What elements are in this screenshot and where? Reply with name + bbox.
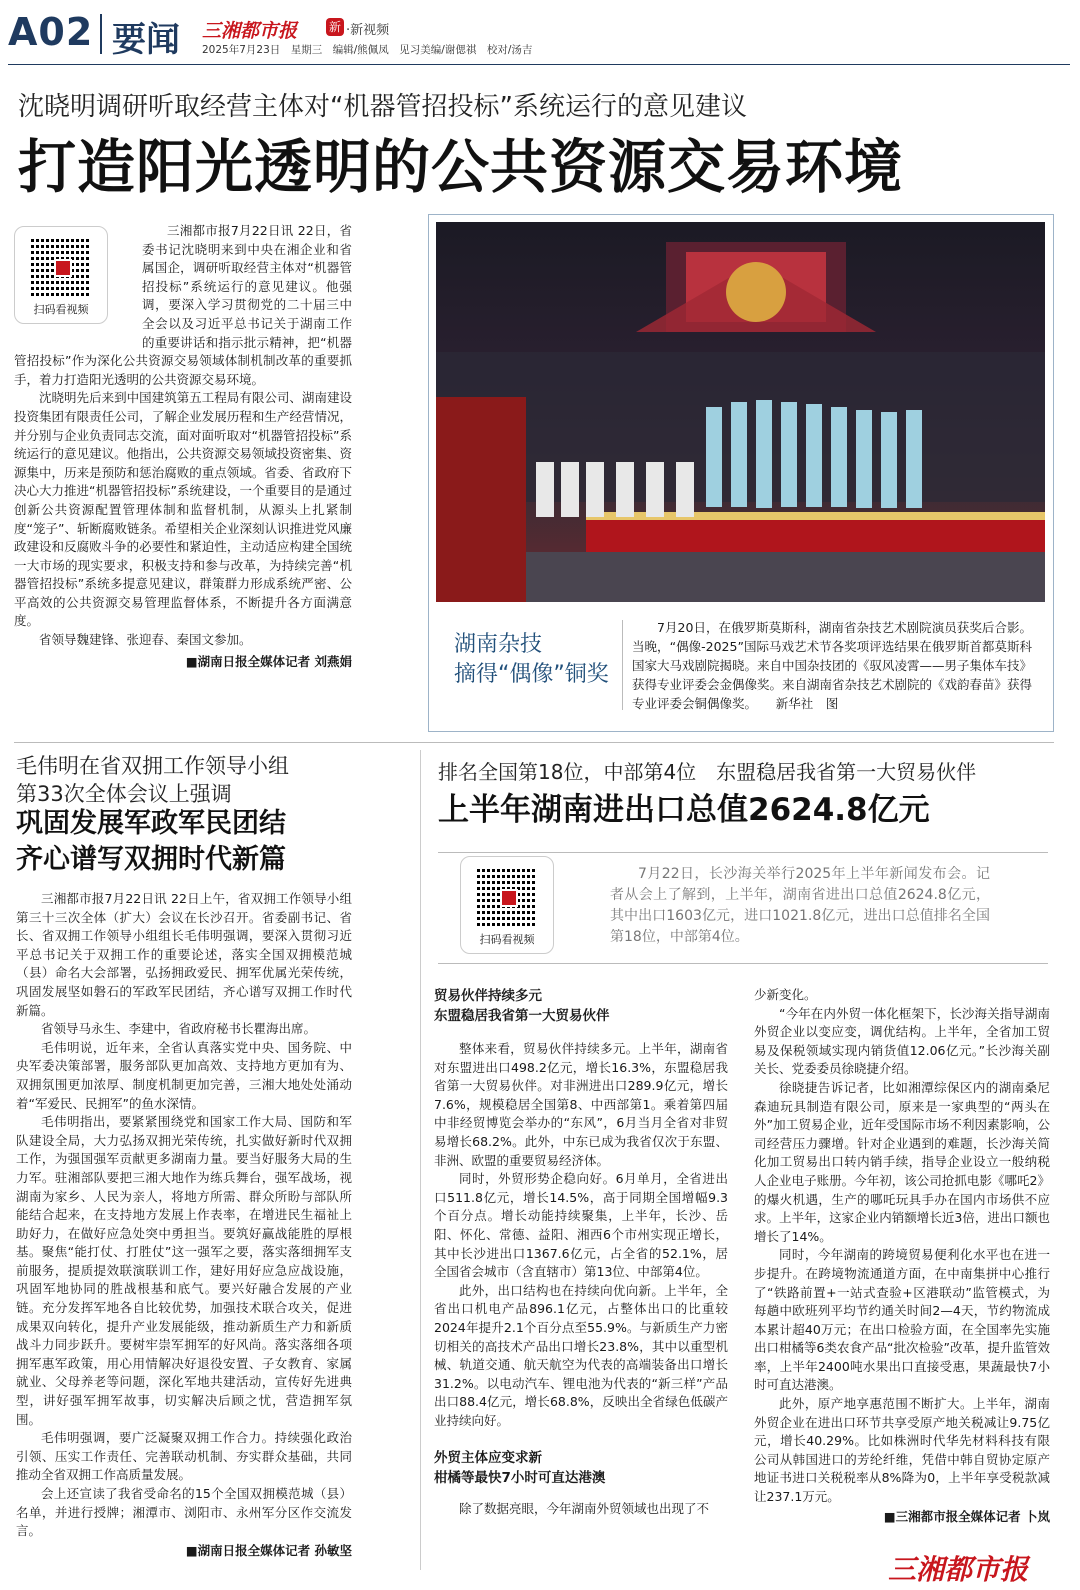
lead-para-1: 三湘都市报7月22日讯 22日，省委书记沈晓明来到中央在湘企业和省属国企，调研听取经营主体对“机器管招投标”系统运行的意见建议。他强调，要深入学习贯彻党的二十届三中全会以及习近平总书记关于湖南工作的重要讲话和指示批示精神，把“机器管招投标”作为深化公共资源交易领域体制机制改革的重要抓手，着力打造阳光透明的公共资源交易环境。 bbox=[14, 223, 352, 387]
qr-caption: 扫码看视频 bbox=[479, 933, 535, 946]
photo-title-line-2: 摘得“偶像”铜奖 bbox=[454, 662, 609, 687]
trade-col-1 bbox=[434, 986, 728, 1519]
trade-col2-para-1: 少新变化。 bbox=[754, 987, 817, 1002]
masthead-rule bbox=[8, 64, 1070, 65]
paper-logo: 三湘都市报 bbox=[202, 20, 298, 42]
mil-kicker-line-2: 第33次全体会议上强调 bbox=[16, 782, 232, 806]
masthead-meta: 2025年7月23日 星期三 编辑/熊佩凤 见习美编/谢偲祺 校对/汤吉 bbox=[202, 44, 533, 56]
photo-caption: 7月20日，在俄罗斯莫斯科，湖南省杂技艺术剧院演员获奖后合影。当晚，“偶像-2025”国际马戏艺术节各奖项评选结果在俄罗斯首都莫斯科国家大马戏剧院揭晓。来自中国杂技团的《驭风凌霄——男子集体车技》获得专业评委会金偶像奖。来自湖南省杂技艺术剧院的《戏韵春苗》获得专业评委会铜偶像奖。 新华社 图 bbox=[632, 620, 1033, 711]
mil-para-5: 毛伟明强调，要广泛凝聚双拥工作合力。持续强化政治引领、压实工作责任、完善联动机制、夯实群众基础，共同推动全省双拥工作高质量发展。 bbox=[16, 1430, 352, 1483]
lead-headline: 打造阳光透明的公共资源交易环境 bbox=[18, 133, 904, 201]
trade-col-2 bbox=[754, 986, 1050, 1525]
mil-para-4: 毛伟明指出，要紧紧围绕党和国家工作大局、国防和军队建设全局，大力弘扬双拥光荣传统，扎实做好新时代双拥工作，为强国强军贡献更多湖南力量。要当好服务大局的生力军。驻湘部队要把三湘大地作为练兵舞台，强军战场，视湖南为家乡、人民为亲人，将地方所需、群众所盼与部队所能结合起来，在支持地方发展上作表率，在增进民生福祉上助好力，在做好应急处突中勇担当。要筑好赢战能胜的厚根基。聚焦“能打仗、打胜仗”这一强军之要，落实落细拥军支前服务，提质提效联演联训工作，建好用好应急应战设施，巩固军地协同的胜战根基和底气。要兴好融合发展的产业链。充分发挥军地各自比较优势，加强技术联合攻关，促进成果双向转化，提升产业发展能级，推动新质生产力和新质战斗力同步跃升。要树牢崇军拥军的好风尚。落实落细各项拥军惠军政策，用心用情解决好退役安置、子女教育、家属就业、父母养老等问题，深化军地共建活动，宣传好先进典型，讲好强军拥军故事，切实解决后顾之忧，营造拥军氛围。 bbox=[16, 1114, 352, 1427]
mil-para-3: 毛伟明说，近年来，全省认真落实党中央、国务院、中央军委决策部署，服务部队更加高效、支持地方更加有为、双拥氛围更加浓厚、制度机制更加完善，三湘大地处处涌动着“军爱民、民拥军”的鱼水深情。 bbox=[16, 1039, 352, 1111]
section-name: 要闻 bbox=[112, 20, 180, 60]
photo-caption-divider bbox=[622, 620, 623, 710]
trade-col1-tail: 除了数据亮眼，今年湖南外贸领域也出现了不 bbox=[459, 1501, 710, 1517]
lead-para-3: 省领导魏建锋、张迎春、秦国文参加。 bbox=[39, 632, 252, 648]
trade-col2-para-5: 此外，原产地享惠范围不断扩大。上半年，湖南外贸企业在进出口环节共享受原产地关税减让9.75亿元，增长40.29%。比如株洲时代华先材料科技有限公司从韩国进口的芳纶纤维，凭借中韩自贸协定原产地证书进口关税税率从8%降为0，上半年享受税款减让237.1万元。 bbox=[754, 1396, 1050, 1505]
mil-byline: ■湖南日报全媒体记者 孙敏坚 bbox=[185, 1542, 352, 1558]
trade-col2-para-3: 徐晓捷告诉记者，比如湘潭综保区内的湖南桑尼森迪玩具制造有限公司，原来是一家典型的“两头在外”加工贸易企业，近年受国际市场不利因素影响，公司经营压力骤增。针对企业遇到的难题，长沙海关简化加工贸易出口转内销手续，指导企业设立一般纳税人企业电子账册。今年初，该公司抢抓电影《哪吒2》的爆火机遇，生产的哪吒玩具手办在国内市场供不应求。上半年，这家企业内销额增长近3倍，进出口额也增长了14%。 bbox=[754, 1079, 1050, 1244]
trade-subhead-1 bbox=[434, 986, 728, 1026]
trade-headline: 上半年湖南进出口总值2624.8亿元 bbox=[438, 792, 930, 828]
acrobatics-photo bbox=[436, 222, 1045, 602]
photo-scene bbox=[436, 222, 1045, 602]
trade-qr-box[interactable] bbox=[460, 856, 554, 954]
mil-headline-line-1: 巩固发展军政军民团结 bbox=[16, 808, 286, 839]
mil-para-1: 三湘都市报7月22日讯 22日上午，省双拥工作领导小组第三十三次全体（扩大）会议在长沙召开。省委副书记、省长、省双拥工作领导小组组长毛伟明强调，要深入贯彻习近平总书记关于双拥工作的重要论述，落实全国双拥模范城（县）命名大会部署，弘扬拥政爱民、拥军优属光荣传统，巩固发展坚如磐石的军政军民团结，齐心谱写双拥工作时代新篇。 bbox=[16, 891, 352, 1018]
qr-code-icon[interactable] bbox=[476, 865, 538, 927]
trade-subhead-2-line-2: 柑橘等最快7小时可直达港澳 bbox=[434, 1470, 606, 1487]
mil-kicker-line-1: 毛伟明在省双拥工作领导小组 bbox=[16, 754, 289, 778]
trade-byline: ■三湘都市报全媒体记者 卜岚 bbox=[883, 1508, 1050, 1524]
trade-col2-para-2: “今年在内外贸一体化框架下，长沙海关指导湖南外贸企业以变应变，调优结构。上半年，全省加工贸易及保税领域实现内销货值12.06亿元。”长沙海关副关长、党委委员徐晓捷介绍。 bbox=[754, 1005, 1050, 1077]
trade-col1-para-2: 同时，外贸形势企稳向好。6月单月，全省进出口511.8亿元，增长14.5%，高于同期全国增幅9.3个百分点。增长动能持续聚集，上半年，长沙、岳阳、怀化、常德、益阳、湘西6个市州实现正增长，其中长沙进出口1367.6亿元，占全省的52.1%，居全国省会城市（含直辖市）第13位、中部第4位。 bbox=[434, 1171, 728, 1280]
trade-subhead-1-line-1: 贸易伙伴持续多元 bbox=[434, 988, 542, 1004]
mil-kicker bbox=[16, 752, 289, 808]
mil-headline bbox=[16, 806, 286, 878]
trade-kicker: 排名全国第18位，中部第4位 东盟稳居我省第一大贸易伙伴 bbox=[438, 760, 977, 784]
video-logo-icon: 新 bbox=[326, 18, 344, 36]
mid-rule bbox=[14, 742, 1054, 743]
mil-body bbox=[16, 890, 352, 1559]
lead-body bbox=[14, 222, 352, 670]
trade-subhead-2-line-1: 外贸主体应变求新 bbox=[434, 1450, 542, 1467]
photo-title bbox=[454, 630, 609, 690]
trade-col1-para-1: 整体来看，贸易伙伴持续多元。上半年，湖南省对东盟进出口498.2亿元，增长16.3%，东盟稳居我省第一大贸易伙伴。对非洲进出口289.9亿元，增长7.6%，规模稳居全国第8、中西部第1。乘着第四届中非经贸博览会举办的“东风”，6月当月全省对非贸易增长68.2%。此外，中东已成为我省仅次于东盟、非洲、欧盟的重要贸易经济体。 bbox=[434, 1041, 728, 1168]
qr-caption: 扫码看视频 bbox=[33, 303, 89, 316]
photo-title-line-1: 湖南杂技 bbox=[454, 632, 543, 657]
mil-para-6: 会上还宣读了我省受命名的15个全国双拥模范城（县）名单，并进行授牌；湘潭市、浏阳市、永州军分区作交流发言。 bbox=[16, 1486, 352, 1539]
lead-para-2: 沈晓明先后来到中国建筑第五工程局有限公司、湖南建设投资集团有限责任公司，了解企业发展历程和生产经营情况，并分别与企业负责同志交流，面对面听取对“机器管招投标”系统运行的意见建议。他指出，公共资源交易领域投资密集、资源集中，历来是预防和惩治腐败的重点领域。省委、省政府下决心大力推进“机器管招投标”系统建设，一个重要目的是通过创新公共资源配置管理体制和监督机制，从源头上扎紧制度“笼子”、斩断腐败链条。希望相关企业深刻认识推进党风廉政建设和反腐败斗争的必要性和紧迫性，主动适应构建全国统一大市场的现实要求，积极支持和参与改革，为持续完善“机器管招投标”系统多提意见建议，群策群力形成系统严密、公平高效的公共资源交易管理监督体系，不断提升各方面满意度。 bbox=[14, 390, 352, 629]
lead-byline: ■湖南日报全媒体记者 刘燕娟 bbox=[185, 653, 352, 669]
trade-col1-para-3: 此外，出口结构也在持续向优向新。上半年，全省出口机电产品896.1亿元，占整体出口的比重较2024年提升2.1个百分点至55.9%。与新质生产力密切相关的高技术产品出口增长23.8%，其中以重型机械、轨道交通、航天航空为代表的高端装备出口增长31.2%。以电动汽车、锂电池为代表的“新三样”产品出口88.4亿元，增长68.8%，反映出全省绿色低碳产业持续向好。 bbox=[434, 1282, 728, 1428]
trade-intro: 7月22日，长沙海关举行2025年上半年新闻发布会。记者从会上了解到，上半年，湖南省进出口总值2624.8亿元，其中出口1603亿元，进口1021.8亿元，进出口总值排名全国第18位，中部第4位。 bbox=[610, 866, 990, 945]
lead-kicker: 沈晓明调研听取经营主体对“机器管招投标”系统运行的意见建议 bbox=[18, 92, 747, 122]
trade-subhead-2 bbox=[434, 1448, 728, 1488]
page-number: A02 bbox=[8, 10, 94, 54]
column-rule bbox=[420, 750, 421, 1570]
footer-logo: 三湘都市报 bbox=[884, 1548, 1032, 1588]
mil-para-2: 省领导马永生、李建中，省政府秘书长瞿海出席。 bbox=[41, 1021, 317, 1037]
trade-subhead-1-line-2: 东盟稳居我省第一大贸易伙伴 bbox=[434, 1008, 610, 1024]
masthead-divider bbox=[100, 14, 102, 54]
video-logo-text: ·新视频 bbox=[346, 23, 390, 38]
mil-headline-line-2: 齐心谱写双拥时代新篇 bbox=[16, 844, 286, 875]
trade-col2-para-4: 同时，今年湖南的跨境贸易便利化水平也在进一步提升。在跨境物流通道方面，在中南集拼中心推行了“铁路前置+一站式查验+区港联动”监管模式，为每趟中欧班列平均节约通关时间2—4天，节约物流成本累计超40万元；在出口检验方面，在全国率先实施出口柑橘等6类农食产品“批次检验”改革，提升监管效率，上半年2400吨水果出口直接受惠，果蔬最快7小时可直达港澳。 bbox=[754, 1247, 1050, 1393]
